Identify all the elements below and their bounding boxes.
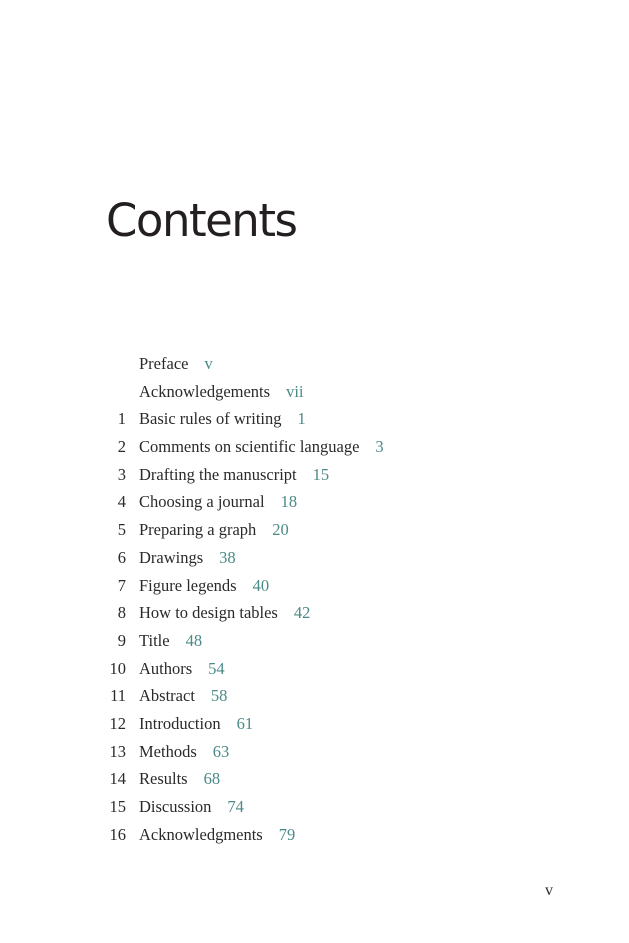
toc-entry-title: Discussion [139,797,212,816]
toc-entry-chapter-9[interactable] [0,627,629,655]
toc-entry-title-wrap [139,433,384,461]
toc-entry-page: 58 [210,686,228,706]
toc-entry-chapter-3[interactable] [0,461,629,489]
toc-entry-title: Drawings [139,547,204,567]
toc-entry-title-wrap [139,765,220,793]
toc-entry-number: 4 [117,492,126,512]
toc-entry-number: 14 [109,769,126,789]
toc-entry-title-wrap [139,655,225,683]
toc-entry-chapter-6[interactable] [0,544,629,572]
toc-entry-number: 16 [109,824,126,844]
toc-entry-title: Title [139,630,170,650]
toc-entry-number: 2 [117,437,126,457]
table-of-contents [0,350,629,848]
toc-entry-title-wrap [139,405,306,433]
toc-entry-number: 6 [117,547,126,567]
toc-entry-title: Preparing a graph [139,520,257,540]
toc-entry-title-wrap [139,821,295,849]
toc-entry-chapter-7[interactable] [0,572,629,600]
toc-entry-number: 10 [109,658,126,678]
toc-entry-chapter-12[interactable] [0,710,629,738]
toc-entry-page: vii [286,381,304,401]
toc-entry-page: 54 [208,658,225,678]
toc-entry-title-wrap [139,350,213,378]
toc-entry-page: v [204,354,213,373]
toc-entry-page: 68 [203,769,221,789]
toc-entry-page: 74 [227,797,244,816]
toc-entry-title: Choosing a journal [139,492,265,512]
toc-entry-title-wrap [139,682,227,710]
toc-entry-title: Figure legends [139,575,237,595]
toc-entry-title: Basic rules of writing [139,409,282,429]
toc-entry-title-wrap [139,378,303,406]
toc-entry-chapter-1[interactable] [0,405,629,433]
toc-entry-number: 8 [117,603,126,623]
toc-entry-chapter-11[interactable] [0,682,629,710]
toc-entry-title-wrap [139,710,253,738]
toc-entry-chapter-4[interactable] [0,488,629,516]
folio-page-number: v [545,882,553,899]
toc-entry-page: 42 [293,603,311,623]
toc-entry-chapter-13[interactable] [0,738,629,766]
toc-entry-chapter-16[interactable] [0,821,629,849]
toc-entry-page: 20 [272,520,289,540]
toc-entry-title: Authors [139,658,193,678]
toc-entry-title-wrap [139,544,236,572]
toc-entry-page: 15 [312,464,330,484]
toc-entry-number: 13 [109,741,126,761]
toc-entry-title-wrap [139,738,229,766]
toc-entry-page: 63 [212,741,230,761]
toc-entry-page: 18 [280,492,298,512]
toc-entry-number: 3 [117,464,126,484]
toc-entry-page: 38 [219,547,236,567]
toc-entry-title: Comments on scientific language [139,437,360,457]
toc-entry-page: 48 [185,630,203,650]
toc-entry-title: Drafting the manuscript [139,464,297,484]
toc-entry-title: Methods [139,741,197,761]
toc-entry-number: 12 [109,713,126,733]
toc-entry-title: Acknowledgements [139,381,271,401]
toc-entry-chapter-2[interactable] [0,433,629,461]
toc-entry-title-wrap [139,793,244,821]
toc-entry-preface[interactable] [0,350,629,378]
page-title: Contents [106,194,297,247]
toc-entry-number: 7 [117,575,126,595]
toc-entry-title: Preface [139,354,189,373]
toc-entry-title: Results [139,769,188,789]
toc-entry-title: Introduction [139,713,221,733]
toc-entry-chapter-15[interactable] [0,793,629,821]
toc-entry-chapter-14[interactable] [0,765,629,793]
toc-entry-acknowledgements[interactable] [0,378,629,406]
toc-entry-page: 79 [278,824,296,844]
toc-entry-title: How to design tables [139,603,278,623]
toc-entry-title: Abstract [139,686,195,706]
toc-entry-title: Acknowledgments [139,824,263,844]
toc-entry-chapter-8[interactable] [0,599,629,627]
toc-entry-number: 9 [117,630,126,650]
toc-entry-title-wrap [139,488,297,516]
toc-entry-chapter-5[interactable] [0,516,629,544]
toc-entry-title-wrap [139,627,202,655]
toc-entry-page: 40 [252,575,270,595]
toc-entry-number: 11 [110,686,126,706]
toc-entry-title-wrap [139,572,269,600]
toc-entry-title-wrap [139,516,289,544]
toc-entry-page: 3 [375,437,384,457]
toc-entry-page: 61 [236,713,254,733]
toc-entry-number: 1 [117,409,126,429]
toc-entry-title-wrap [139,461,329,489]
toc-entry-title-wrap [139,599,310,627]
toc-entry-chapter-10[interactable] [0,655,629,683]
toc-entry-number: 5 [117,520,126,540]
toc-entry-page: 1 [297,409,306,429]
toc-entry-number: 15 [109,797,126,816]
